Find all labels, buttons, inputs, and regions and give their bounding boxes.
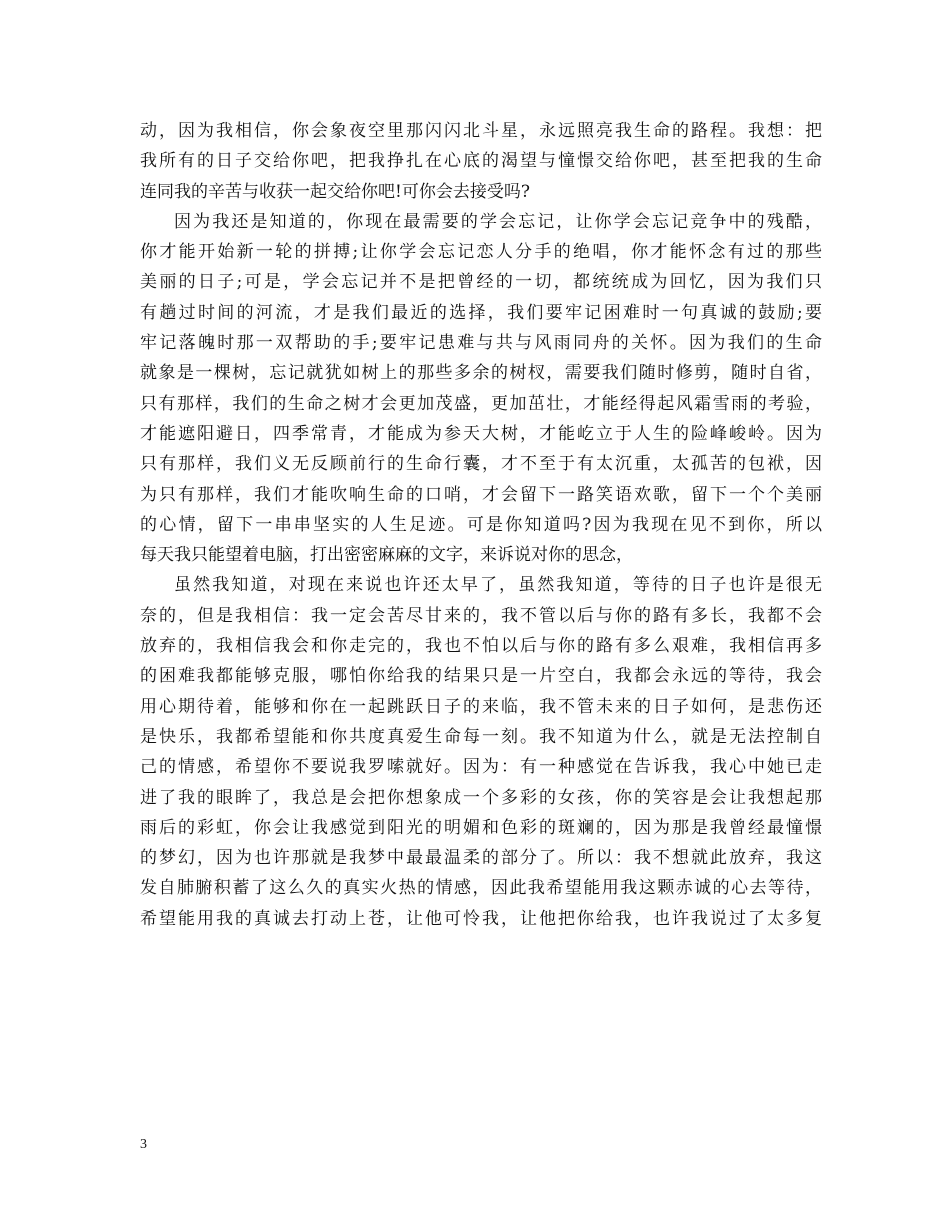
text-line: 用心期待着，能够和你在一起跳跃日子的来临，我不管未来的日子如何，是悲伤还 bbox=[140, 696, 822, 717]
text-line: 动，因为我相信，你会象夜空里那闪闪北斗星，永远照亮我生命的路程。我想：把 bbox=[140, 121, 822, 141]
text-line: 就象是一棵树，忘记就犹如树上的那些多余的树杈，需要我们随时修剪，随时自省， bbox=[140, 363, 822, 384]
text-line: 放弃的，我相信我会和你走完的，我也不怕以后与你的路有多么艰难，我相信再多 bbox=[140, 636, 822, 657]
text-line: 只有那样，我们义无反顾前行的生命行囊，才不至于有太沉重，太孤苦的包袱，因 bbox=[140, 454, 822, 475]
text-line: 你才能开始新一轮的拼搏;让你学会忘记恋人分手的绝唱，你才能怀念有过的那些 bbox=[140, 242, 822, 263]
text-line: 为只有那样，我们才能吹响生命的口哨，才会留下一路笑语欢歌，留下一个个美丽 bbox=[140, 484, 822, 505]
text-line: 希望能用我的真诚去打动上苍，让他可怜我，让他把你给我，也许我说过了太多复 bbox=[140, 908, 822, 929]
text-line: 是快乐，我都希望能和你共度真爱生命每一刻。我不知道为什么，就是无法控制自 bbox=[140, 726, 822, 747]
text-line: 每天我只能望着电脑，打出密密麻麻的文字，来诉说对你的思念， bbox=[140, 545, 633, 566]
text-line: 我所有的日子交给你吧，把我挣扎在心底的渴望与憧憬交给你吧，甚至把我的生命 bbox=[140, 151, 822, 172]
text-line: 美丽的日子;可是，学会忘记并不是把曾经的一切，都统统成为回忆，因为我们只 bbox=[140, 272, 822, 293]
text-line: 奈的，但是我相信：我一定会苦尽甘来的，我不管以后与你的路有多长，我都不会 bbox=[140, 605, 822, 626]
text-line: 的困难我都能够克服，哪怕你给我的结果只是一片空白，我都会永远的等待，我会 bbox=[140, 666, 822, 687]
page-number: 3 bbox=[140, 1137, 147, 1152]
text-line: 进了我的眼眸了，我总是会把你想象成一个多彩的女孩，你的笑容是会让我想起那 bbox=[140, 787, 822, 808]
text-line: 的梦幻，因为也许那就是我梦中最最温柔的部分了。所以：我不想就此放弃，我这 bbox=[140, 848, 822, 869]
text-line: 有趟过时间的河流，才是我们最近的选择，我们要牢记困难时一句真诚的鼓励;要 bbox=[140, 302, 822, 323]
text-line: 才能遮阳避日，四季常青，才能成为参天大树，才能屹立于人生的险峰峻岭。因为 bbox=[140, 423, 822, 444]
text-line: 连同我的辛苦与收获一起交给你吧!可你会去接受吗? bbox=[140, 181, 530, 202]
text-line: 牢记落魄时那一双帮助的手;要牢记患难与共与风雨同舟的关怀。因为我们的生命 bbox=[140, 333, 822, 354]
paragraph bbox=[140, 207, 822, 571]
paragraph bbox=[140, 570, 822, 934]
text-line: 因为我还是知道的，你现在最需要的学会忘记，让你学会忘记竞争中的残酷， bbox=[174, 211, 822, 232]
text-line: 己的情感，希望你不要说我罗嗦就好。因为：有一种感觉在告诉我，我心中她已走 bbox=[140, 757, 822, 778]
text-line: 只有那样，我们的生命之树才会更加茂盛，更加茁壮，才能经得起风霜雪雨的考验， bbox=[140, 393, 822, 414]
text-line: 虽然我知道，对现在来说也许还太早了，虽然我知道，等待的日子也许是很无 bbox=[174, 575, 822, 596]
paragraph bbox=[140, 116, 822, 207]
text-line: 的心情，留下一串串坚实的人生足迹。可是你知道吗?因为我现在见不到你，所以 bbox=[140, 514, 822, 535]
text-line: 发自肺腑积蓄了这么久的真实火热的情感，因此我希望能用我这颗赤诚的心去等待， bbox=[140, 878, 822, 899]
text-line: 雨后的彩虹，你会让我感觉到阳光的明媚和色彩的斑斓的，因为那是我曾经最憧憬 bbox=[140, 817, 822, 838]
document-body bbox=[140, 116, 822, 934]
